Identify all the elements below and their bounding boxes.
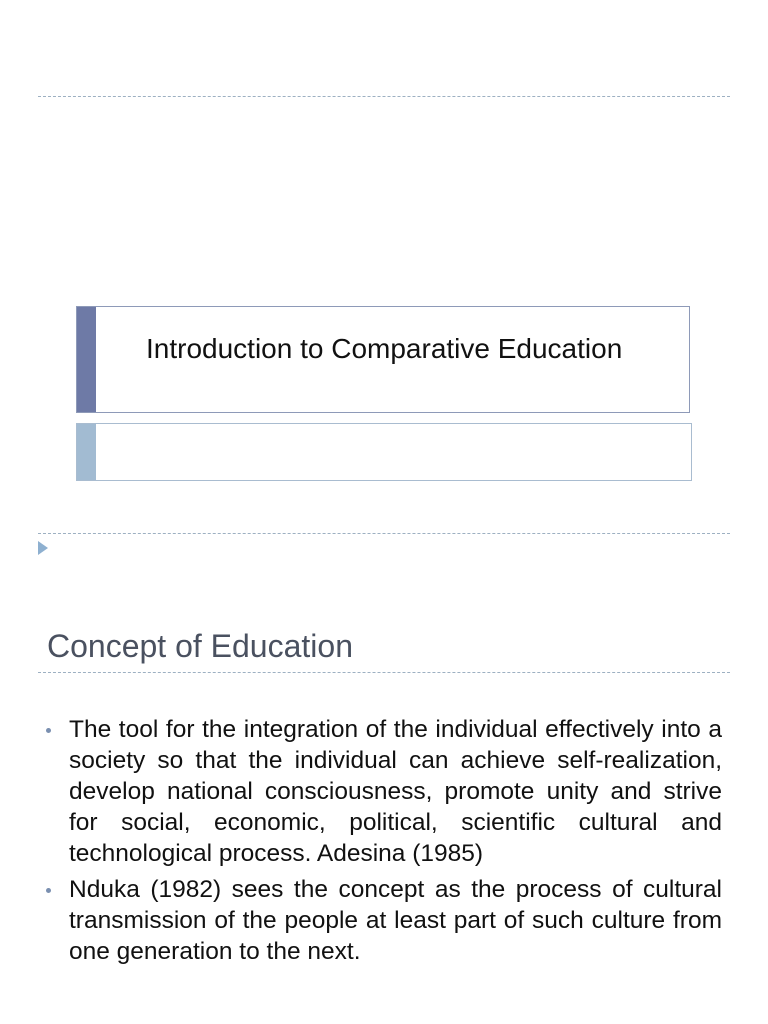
bullet-list bbox=[46, 714, 722, 972]
bullet-dot-icon bbox=[46, 728, 51, 733]
list-item bbox=[46, 874, 722, 967]
bullet-dot-icon bbox=[46, 888, 51, 893]
title-box bbox=[76, 306, 690, 413]
bullet-text: Nduka (1982) sees the concept as the process of cultural transmission of the people at least part of such culture from one generation to the next. bbox=[69, 876, 722, 965]
title-accent-bar bbox=[77, 307, 96, 412]
subtitle-accent-bar bbox=[77, 424, 96, 480]
list-item bbox=[46, 714, 722, 869]
slide-title: Introduction to Comparative Education bbox=[146, 333, 623, 364]
section-heading: Concept of Education bbox=[47, 628, 353, 664]
subtitle-box bbox=[76, 423, 692, 481]
slide-top-divider bbox=[38, 96, 730, 97]
heading-divider bbox=[38, 672, 730, 673]
slide-separator bbox=[38, 533, 730, 534]
triangle-right-icon bbox=[38, 541, 48, 555]
bullet-text: The tool for the integration of the individual effectively into a society so that the individual can achieve self-realization, develop national consciousness, promote unity and strive for social, economic, political, scientific cultural and technological process. Adesina (1985) bbox=[69, 716, 722, 867]
